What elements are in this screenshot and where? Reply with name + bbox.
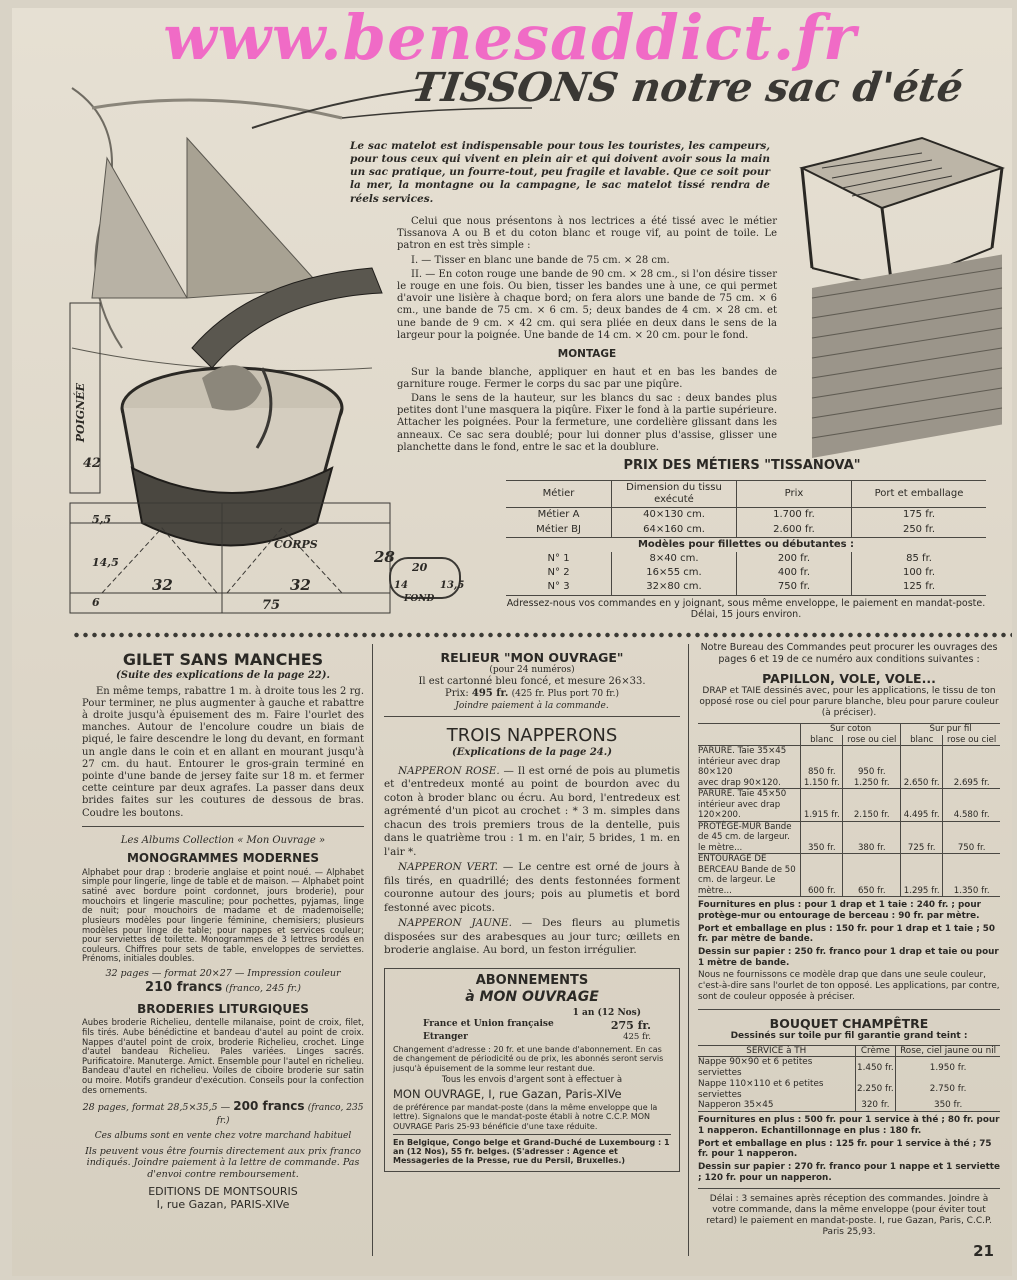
gilet-subtitle: (Suite des explications de la page 22). [116, 669, 330, 681]
diagram-dim-42: 42 [83, 456, 102, 471]
prix-cell: 100 fr. [902, 567, 936, 579]
abonnements-france-label: France et Union française [423, 1018, 554, 1029]
papillon-cell: 350 fr. [801, 821, 843, 853]
table-row [698, 778, 1000, 789]
bouquet-dessin: Dessin sur papier : 270 fr. franco pour 1 nappe et 1 serviette ; 120 fr. pour un napperon. [698, 1161, 1000, 1183]
rule [82, 826, 364, 827]
papillon-h-fil: Sur pur fil [901, 724, 1000, 735]
magazine-page [12, 8, 1012, 1276]
rule [384, 716, 680, 717]
body-m2: Dans le sens de la hauteur, sur les blancs du sac : deux bandes plus petites dont l'une masquera la piqûre. Fixer le fond à la partie supérieure. Attacher les poignées. Pour la fermeture, une cordelière glissant dans les anneaux. Ce sac sera doublé; pour lui donner plus d'assise, glisser une planchette dans le fond, entre le sac et la doublure. [397, 393, 777, 453]
prix-cell: N° 1 [506, 552, 612, 566]
prix-cell: 750 fr. [736, 580, 851, 595]
table-row [506, 552, 986, 566]
napperon-jaune-label: NAPPERON JAUNE. [398, 917, 512, 930]
table-row [698, 854, 1000, 897]
prix-title: PRIX DES MÉTIERS "TISSANOVA" [623, 458, 861, 473]
left-column [82, 650, 364, 1211]
papillon-cell: 1.915 fr. [801, 789, 843, 821]
prix-cell: 85 fr. [906, 552, 932, 564]
prix-cell: Métier A [506, 508, 612, 523]
diagram-dim-28: 28 [374, 548, 395, 566]
column-rule [688, 644, 689, 1256]
papillon-cell [901, 746, 943, 778]
abonnements-box [384, 968, 680, 1172]
article-body [397, 216, 777, 456]
bouquet-cell: 1.950 fr. [896, 1057, 1000, 1079]
prix-cell: 175 fr. [902, 509, 936, 521]
papillon-title: PAPILLON, VOLE, VOLE... [762, 671, 936, 687]
mono-pages: 32 pages — format 20×27 — Impression couleur [105, 968, 341, 980]
diagram-dim-6: 6 [92, 596, 100, 609]
papillon-cell: 600 fr. [801, 854, 843, 897]
papillon-dessin: Dessin sur papier : 250 fr. franco pour 1 drap et taie ou pour 1 mètre de bande. [698, 946, 999, 968]
prix-cell: N° 2 [506, 566, 612, 580]
bouquet-h-service: SERVICE à TH [746, 1045, 807, 1056]
papillon-table [698, 723, 1000, 897]
papillon-cell: 1.295 fr. [901, 854, 943, 897]
papillon-row-label: PARURE. Taie 35×45 intérieur avec drap 80×120 [698, 746, 787, 778]
papillon-intro: DRAP et TAIE dessinés avec, pour les applications, le tissu de ton opposé rose ou ciel pour parure blanche, bleu pour parure couleur (à préciser). [699, 686, 999, 719]
table-row [698, 1057, 1000, 1079]
diagram-fond-dim-20: 20 [412, 561, 428, 574]
papillon-cell: 750 fr. [943, 821, 1000, 853]
rule [698, 1188, 1000, 1189]
montage-title: MONTAGE [557, 347, 617, 360]
bouquet-h-rose: Rose, ciel jaune ou nil [896, 1045, 1000, 1057]
prix-cell: Métier BJ [506, 523, 612, 538]
bouquet-cell: 350 fr. [896, 1100, 1000, 1111]
prix-cell: 16×55 cm. [612, 566, 737, 580]
rule [698, 1009, 1000, 1010]
body-p2: I. — Tisser en blanc une bande de 75 cm. × 28 cm. [411, 254, 670, 266]
papillon-cell: 4.580 fr. [943, 789, 1000, 821]
section-divider [72, 631, 1012, 639]
diagram-fond-label: FOND [404, 594, 435, 604]
brod-title: BRODERIES LITURGIQUES [137, 1001, 309, 1016]
prix-cell: 200 fr. [736, 552, 851, 566]
mono-price: 210 francs [145, 979, 223, 995]
relieur-title: RELIEUR "MON OUVRAGE" [440, 650, 624, 665]
table-row [506, 566, 986, 580]
prix-cell: 125 fr. [902, 581, 936, 593]
relieur-prix-note: (425 fr. Plus port 70 fr.) [511, 689, 619, 700]
papillon-row-label: avec drap 90×120. [698, 777, 781, 788]
napperons-sub: (Explications de la page 24.) [452, 746, 612, 758]
napperon-jaune-text: — Des fleurs au plumetis disposées sur des arabesques au jour turc; œillets en broderie anglaise. Au bord, un feston irrégulier. [384, 917, 680, 957]
abonnements-title1: ABONNEMENTS [475, 972, 589, 988]
papillon-cell: 380 fr. [843, 821, 901, 853]
papillon-cell: 2.650 fr. [901, 778, 943, 789]
prix-h-dimension: Dimension du tissu exécuté [612, 481, 737, 508]
body-p1: Celui que nous présentons à nos lectrices a été tissé avec le métier Tissanova A ou B et du coton blanc et rouge vif, au point de toile. Le patron en est très simple : [397, 216, 777, 252]
prix-h-metier: Métier [506, 481, 612, 508]
right-column [698, 642, 1000, 1240]
table-row [698, 789, 1000, 821]
brod-text: Aubes broderie Richelieu, dentelle milanaise, point de croix, filet, fils tirés. Aube bénédictine et bandeau d'autel au point de croix. Nappes d'autel point de croix, broderie Richelieu, crochet. Linge d'autel bandeau Richelieu. Pales variées. Linges sacrés. Purificatoire. Manuterge. Amict. Ensemble pour l'autel en richelieu. Bandeau d'autel en richelieu. Voiles de ciboire broderie sur satin ou moire. Motifs grandeur d'exécution. Conseils pour la confection des ornements. [82, 1017, 364, 1095]
gilet-title: GILET SANS MANCHES [122, 650, 324, 669]
prix-h-port: Port et emballage [874, 488, 964, 500]
prix-cell: 8×40 cm. [612, 552, 737, 566]
prix-cell: N° 3 [506, 580, 612, 595]
papillon-cell: 4.495 fr. [901, 789, 943, 821]
papillon-h-blanc: blanc [801, 735, 843, 746]
bouquet-cell: 320 fr. [855, 1100, 896, 1111]
table-row [698, 1079, 1000, 1100]
table-row [698, 1100, 1000, 1111]
bouquet-cell: 1.450 fr. [855, 1057, 896, 1079]
diagram-dim-55: 5,5 [92, 513, 112, 526]
table-row [506, 580, 986, 595]
papillon-cell: 650 fr. [843, 854, 901, 897]
papillon-cell [943, 746, 1000, 778]
table-row [506, 508, 986, 523]
napperon-rose [384, 765, 680, 860]
rule [393, 1134, 671, 1135]
page-number: 21 [973, 1241, 994, 1260]
mono-text: Alphabet pour drap : broderie anglaise et point noué. — Alphabet simple pour lingerie, linge de table et de maison. — Alphabet point satiné avec bordure point cordonnet, jours broderie), pour mouchoirs et lingerie masculine; pour pochettes, pyjamas, linge de nuit; pour mouchoirs de madame et de mademoiselle; plusieurs modèles pour lingerie féminine, chemisiers; plusieurs modèles pour linge de table; pour nappes et services couleur; pour serviettes de toilette. Monogrammes de 3 lettres brodés en couleurs. Chiffres pour sets de table, enveloppes de serviettes. Prénoms, initiales doubles. [82, 866, 364, 964]
napperon-vert-label: NAPPERON VERT. [398, 861, 498, 874]
prix-table [506, 480, 986, 621]
papillon-h-blanc2: blanc [901, 735, 943, 746]
prix-subtitle: Modèles pour fillettes ou débutantes : [637, 538, 855, 550]
papillon-cell: 1.150 fr. [801, 778, 843, 789]
prix-cell: 40×130 cm. [612, 508, 737, 523]
relieur-join: Joindre paiement à la commande. [455, 700, 609, 711]
article-title: TISSONS notre sac d'été [408, 64, 967, 111]
papillon-h-coton: Sur coton [801, 724, 901, 735]
prix-cell: 64×160 cm. [612, 523, 737, 538]
prix-cell: 1.700 fr. [736, 508, 851, 523]
table-row [698, 821, 1000, 853]
diagram-fond-dim-135: 13,5 [440, 580, 465, 591]
column-rule [372, 644, 373, 1256]
bouquet-table [698, 1045, 1000, 1112]
bouquet-cell: 2.250 fr. [855, 1079, 896, 1100]
papillon-cell: 2.695 fr. [943, 778, 1000, 789]
prix-cell: 32×80 cm. [612, 580, 737, 595]
bouquet-cell: 2.750 fr. [896, 1079, 1000, 1100]
papillon-h-roseciel: rose ou ciel [843, 735, 901, 746]
diagram-fond-dim-14: 14 [394, 580, 408, 591]
papillon-cell: 2.150 fr. [843, 789, 901, 821]
brod-price: 200 francs [233, 1099, 305, 1114]
table-row [506, 537, 986, 552]
papillon-row-label: ENTOURAGE DE BERCEAU Bande de 50 cm. de largeur. Le mètre... [698, 854, 796, 896]
bouquet-delai: Délai : 3 semaines après réception des commandes. Joindre à votre commande, dans la même enveloppe (pour éviter tout retard) le paiement en mandat-poste. I, rue Gazan, Paris, C.C.P. Paris 25,93. [706, 1194, 992, 1238]
diagram-dim-145: 14,5 [92, 556, 119, 569]
napperon-vert [384, 861, 680, 915]
bouquet-row-label: Nappe 90×90 et 6 petites serviettes [698, 1057, 813, 1079]
brod-franco: (franco, 235 fr.) [216, 1103, 364, 1126]
abonnements-envois: Tous les envois d'argent sont à effectuer à [441, 1074, 623, 1085]
napperon-vert-text: — Le centre est orné de jours à fils tirés, en quadrillé; des dents festonnées forment couronne autour des jours; pois au plumetis et bord festonné avec picots. [384, 861, 680, 914]
diagram-poignee-label: POIGNÉE [74, 383, 87, 443]
abonnements-belgique: En Belgique, Congo belge et Grand-Duché de Luxembourg : 1 an (12 Nos), 55 fr. belges. (S'adresser : Agence et Messageries de la Presse, rue du Persil, Bruxelles.) [393, 1137, 670, 1166]
napperon-rose-label: NAPPERON ROSE. [398, 764, 500, 777]
prix-note: Adressez-nous vos commandes en y joignant, sous même enveloppe, le paiement en mandat-poste. Délai, 15 jours environ. [506, 597, 986, 621]
middle-column [384, 650, 680, 1172]
bureau-text: Notre Bureau des Commandes peut procurer les ouvrages des pages 6 et 19 de ce numéro aux conditions suivantes : [700, 642, 998, 665]
diagram-corps-label: CORPS [274, 538, 318, 551]
papillon-cell: 850 fr. [801, 746, 843, 778]
prix-cell: 250 fr. [902, 523, 936, 535]
diagram-dim-75: 75 [262, 598, 281, 613]
papillon-cell: 950 fr. [843, 746, 901, 778]
bouquet-sub: Dessinés sur toile pur fil garantie grand teint : [730, 1030, 968, 1041]
papillon-cell: 725 fr. [901, 821, 943, 853]
papillon-cell: 1.250 fr. [843, 778, 901, 789]
relieur-text: Il est cartonné bleu foncé, et mesure 26×33. [418, 676, 646, 688]
bouquet-fourn: Fournitures en plus : 500 fr. pour 1 service à thé ; 80 fr. pour 1 napperon. Echantillonnage en plus : 180 fr. [698, 1115, 1000, 1136]
gilet-text: En même temps, rabattre 1 m. à droite tous les 2 rg. Pour terminer, ne plus augmenter à gauche et rabattre à droite jusqu'à épuisement des m. Faire l'ourlet des manches. Autour de l'encolure coudre un biais de piqué, le faire descendre le long du devant, en formant un angle dans le coin et en allant en mourant jusqu'à 27 cm. du haut. Entourer le gros-grain terminé en pointe d'une bande de jersey faite sur 18 m. et fermer cette ceinture par deux agrafes. La passer dans deux brides faites sur les coutures de dessous de bras. Coudre les boutons. [82, 685, 364, 819]
diagram-dim-32a: 32 [152, 576, 173, 594]
relieur-prix: 495 fr. [471, 688, 509, 700]
relieur-prix-label: Prix: [444, 688, 469, 700]
papillon-port: Port et emballage en plus : 150 fr. pour 1 drap et 1 taie ; 50 fr. par mètre de bande. [698, 923, 996, 945]
relieur-sub: (pour 24 numéros) [489, 665, 575, 676]
prix-cell: 2.600 fr. [736, 523, 851, 538]
article-intro: Le sac matelot est indispensable pour tous les touristes, les campeurs, pour tous ceux qui vivent en plein air et qui doivent avoir sous la main un sac pratique, un fourre-tout, peu fragile et lavable. Que ce soit pour la mer, la montagne ou la campagne, le sac matelot tissé rendra de réels services. [350, 140, 770, 205]
napperon-rose-text: — Il est orné de pois au plumetis et d'entredeux monté au point de bourdon avec du coton à broder blanc ou écru. Au bord, l'entredeux est agrémenté d'un picot au crochet : * 3 m. simples dans chacun des trois premiers trous de la dentelle, puis dans le quatrième trou : 1 m. en l'air, 5 brides, 1 m. en l'air *. [384, 764, 680, 858]
napperons-title: TROIS NAPPERONS [446, 724, 618, 746]
body-p3: II. — En coton rouge une bande de 90 cm. × 28 cm., si l'on désire tisser le rouge en une fois. Ou bien, tisser les bandes une à une, ce qui permet d'avoir une lisière à chaque bord; on fera alors une bande de 75 cm. × 6 cm., une bande de 75 cm. × 6 cm. 5; deux bandes de 4 cm. × 28 cm. et une bande de 9 cm. × 42 cm. qui sera pliée en deux dans le sens de la largeur pour la poignée. Une bande de 14 cm. × 20 cm. pour le fond. [397, 268, 777, 341]
bouquet-row-label: Napperon 35×45 [698, 1100, 774, 1111]
bouquet-title: BOUQUET CHAMPÊTRE [769, 1015, 929, 1031]
abonnements-title2: à MON OUVRAGE [465, 988, 599, 1005]
mono-title: MONOGRAMMES MODERNES [126, 850, 320, 865]
papillon-note: Nous ne fournissons ce modèle drap que dans une seule couleur, c'est-à-dire sans l'ourlet de ton opposé. Les applications, par contre, sont de couleur opposée à préciser. [698, 970, 1000, 1002]
napperon-jaune [384, 917, 680, 958]
abonnements-etranger-price: 425 fr. [623, 1032, 651, 1043]
bouquet-h-creme: Crème [855, 1045, 896, 1057]
papillon-cell: 1.350 fr. [943, 854, 1000, 897]
watermark-text: www.benesaddict.fr [163, 1, 857, 74]
albums-vente: Ces albums sont en vente chez votre marchand habituel [94, 1130, 352, 1141]
bouquet-port: Port et emballage en plus : 125 fr. pour 1 service à thé ; 75 fr. pour 1 napperon. [698, 1138, 992, 1160]
prix-cell: 400 fr. [736, 566, 851, 580]
abonnements-mandat: de préférence par mandat-poste (dans la même enveloppe que la lettre). Signalons que le mandat-poste établi à notre C.C.P. MON OUVRAGE Paris 25-93 bénéficie d'une taxe réduite. [393, 1103, 658, 1131]
albums-heading: Les Albums Collection « Mon Ouvrage » [120, 834, 326, 846]
abonnements-col: 1 an (12 Nos) [572, 1007, 641, 1018]
abonnements-mon: MON OUVRAGE, I, rue Gazan, Paris-XIVe [393, 1087, 622, 1102]
table-row [698, 746, 1000, 778]
editions-name: EDITIONS DE MONTSOURIS [148, 1184, 298, 1198]
papillon-fourn: Fournitures en plus : pour 1 drap et 1 taie : 240 fr. ; pour protège-mur ou entourage de berceau : 90 fr. par mètre. [698, 900, 981, 921]
table-row [506, 523, 986, 538]
papillon-h-roseciel2: rose ou ciel [943, 735, 1000, 746]
albums-fournis: Ils peuvent vous être fournis directement aux prix franco indiqués. Joindre paiement à la lettre de commande. Pas d'envoi contre remboursement. [85, 1145, 361, 1180]
papillon-row-label: PROTÈGE-MUR Bande de 45 cm. de largeur. le mètre... [698, 821, 792, 853]
mono-franco: (franco, 245 fr.) [225, 982, 301, 994]
abonnements-changement: Changement d'adresse : 20 fr. et une bande d'abonnement. En cas de changement de périodicité ou de prix, les abonnés seront servis jusqu'à épuisement de la somme leur restant due. [393, 1045, 664, 1073]
body-m1: Sur la bande blanche, appliquer en haut et en bas les bandes de garniture rouge. Fermer le corps du sac par une piqûre. [397, 366, 777, 390]
editions-address: I, rue Gazan, PARIS-XIVe [156, 1197, 290, 1211]
papillon-row-label: PARURE. Taie 45×50 intérieur avec drap 120×200. [698, 789, 787, 821]
prix-header-row [506, 481, 986, 508]
diagram-dim-32b: 32 [290, 576, 311, 594]
brod-pages: 28 pages, format 28,5×35,5 — [82, 1102, 231, 1114]
bouquet-row-label: Nappe 110×110 et 6 petites serviettes [698, 1078, 824, 1100]
abonnements-france-price: 275 fr. [610, 1018, 651, 1032]
prix-h-prix: Prix [736, 481, 851, 508]
abonnements-etranger-label: Etranger [423, 1032, 468, 1043]
